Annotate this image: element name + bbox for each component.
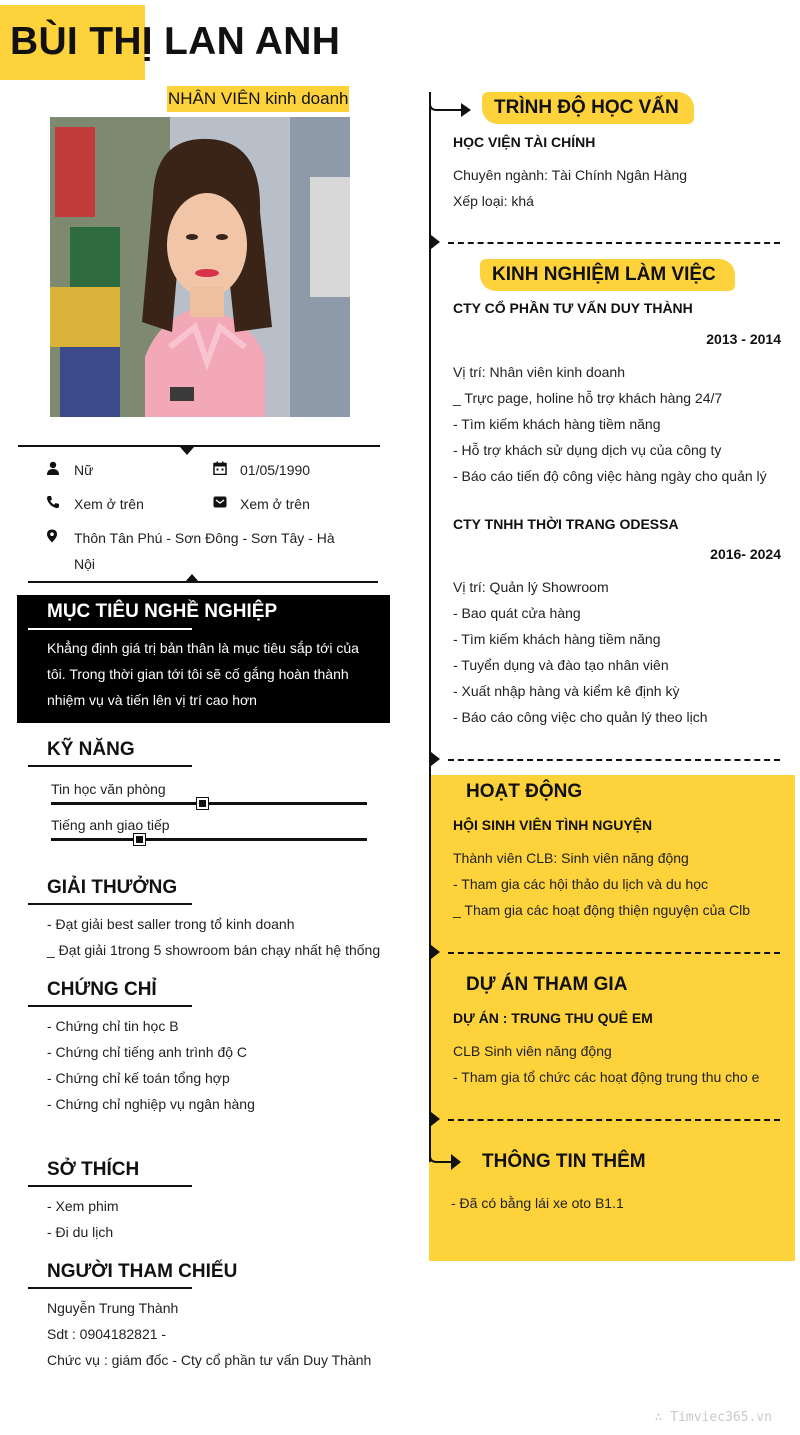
skill-label: Tiếng anh giao tiếp [51, 817, 170, 833]
location-icon [45, 529, 59, 543]
calendar-icon [213, 461, 227, 475]
job-position: NHÂN VIÊN kinh doanh [167, 86, 349, 112]
reference-list [47, 1295, 371, 1373]
timeline-marker [431, 945, 440, 959]
list-item: Thành viên CLB: Sinh viên năng động [453, 850, 689, 866]
reference-phone: Sdt : 0904182821 - [47, 1326, 167, 1342]
education-details [453, 162, 687, 214]
candidate-name: BÙI THỊ LAN ANH [10, 20, 341, 63]
objective-title: MỤC TIÊU NGHỀ NGHIỆP [47, 601, 278, 622]
list-item: - Tìm kiếm khách hàng tiềm năng [453, 631, 661, 647]
job-company: CTY CỔ PHẦN TƯ VẤN DUY THÀNH [453, 300, 693, 316]
hobbies-title: SỞ THÍCH [47, 1159, 140, 1180]
list-item: - Đã có bằng lái xe oto B1.1 [451, 1195, 624, 1211]
activities-list [453, 845, 750, 923]
education-school: HỌC VIỆN TÀI CHÍNH [453, 134, 596, 150]
list-item: Chuyên ngành: Tài Chính Ngân Hàng [453, 167, 688, 183]
address-value: Thôn Tân Phú - Sơn Đông - Sơn Tây - Hà Nội [74, 530, 335, 572]
job-details [453, 574, 708, 730]
birthday-value: 01/05/1990 [240, 462, 311, 478]
hobbies-underline [28, 1185, 192, 1187]
section-divider [448, 1119, 780, 1121]
timeline-end-arrow-icon [429, 1150, 465, 1174]
certificates-underline [28, 1005, 192, 1007]
list-item: - Tham gia các hội thảo du lịch và du học [453, 876, 709, 892]
job-company: CTY TNHH THỜI TRANG ODESSA [453, 516, 679, 532]
timeline-arrow-icon [429, 100, 474, 120]
education-title: TRÌNH ĐỘ HỌC VẤN [494, 97, 679, 118]
list-item: - Chứng chỉ kế toán tổng hợp [47, 1070, 230, 1086]
list-item: CLB Sinh viên năng động [453, 1043, 612, 1059]
user-icon [46, 461, 60, 475]
extra-info-title: THÔNG TIN THÊM [482, 1151, 646, 1172]
info-bottom-rule [28, 581, 378, 583]
skills-underline [28, 765, 192, 767]
job-details [453, 359, 767, 489]
project-name: DỰ ÁN : TRUNG THU QUÊ EM [453, 1010, 653, 1026]
list-item: - Chứng chỉ tiếng anh trình độ C [47, 1044, 248, 1060]
watermark-text: Timviec365.vn [670, 1410, 772, 1425]
objective-underline [28, 628, 192, 630]
skill-label: Tin học văn phòng [51, 781, 166, 797]
list-item: _ Đạt giải 1trong 5 showroom bán chạy nhất hệ thống [47, 942, 381, 958]
email-icon [213, 495, 227, 509]
experience-title: KINH NGHIỆM LÀM VIỆC [492, 264, 716, 285]
info-top-marker [180, 447, 194, 455]
awards-title: GIẢI THƯỞNG [47, 877, 178, 898]
section-divider [448, 952, 780, 954]
list-item: - Báo cáo tiến độ công việc hàng ngày cho quản lý [453, 468, 767, 484]
projects-list [453, 1038, 759, 1090]
list-item: _ Tham gia các hoạt động thiện nguyện của Clb [453, 902, 751, 918]
skill-level-knob [134, 834, 145, 845]
list-item: - Đi du lịch [47, 1224, 114, 1240]
awards-underline [28, 903, 192, 905]
job-years: 2016- 2024 [710, 546, 781, 562]
list-item: - Chứng chỉ tin học B [47, 1018, 179, 1034]
list-item: - Báo cáo công việc cho quản lý theo lịch [453, 709, 708, 725]
watermark: ∴ Timviec365.vn [654, 1410, 772, 1425]
list-item: - Đạt giải best saller trong tổ kinh doanh [47, 916, 295, 932]
gender-value: Nữ [74, 462, 94, 478]
awards-list [47, 911, 380, 963]
list-item: - Tìm kiếm khách hàng tiềm năng [453, 416, 661, 432]
reference-title: NGƯỜI THAM CHIẾU [47, 1261, 238, 1282]
section-divider [448, 759, 780, 761]
list-item: Vị trí: Nhân viên kinh doanh [453, 364, 625, 380]
timeline-marker [431, 752, 440, 766]
timeline-marker [431, 235, 440, 249]
hobbies-list [47, 1193, 119, 1245]
list-item: Vị trí: Quản lý Showroom [453, 579, 609, 595]
skills-title: KỸ NĂNG [47, 739, 135, 760]
list-item: - Xuất nhập hàng và kiểm kê định kỳ [453, 683, 680, 699]
timeline-marker [431, 1112, 440, 1126]
reference-role: Chức vụ : giám đốc - Cty cổ phần tư vấn Duy Thành [47, 1352, 372, 1368]
objective-text: Khẳng định giá trị bản thân là mục tiêu sắp tới của tôi. Trong thời gian tới tôi sẽ cố gắng hoàn thành nhiệm vụ và tiến lên vị trí cao hơn [47, 640, 359, 708]
list-item: - Bao quát cửa hàng [453, 605, 581, 621]
projects-title: DỰ ÁN THAM GIA [466, 974, 628, 995]
phone-value: Xem ở trên [74, 496, 144, 512]
list-item: - Tham gia tổ chức các hoạt động trung thu cho e [453, 1069, 760, 1085]
job-years: 2013 - 2014 [706, 331, 781, 347]
info-top-rule [18, 445, 380, 447]
certificates-title: CHỨNG CHỈ [47, 979, 157, 1000]
certificates-list [47, 1013, 255, 1117]
list-item: - Chứng chỉ nghiệp vụ ngân hàng [47, 1096, 255, 1112]
activities-org: HỘI SINH VIÊN TÌNH NGUYỆN [453, 817, 653, 833]
list-item: - Hỗ trợ khách sử dụng dịch vụ của công ty [453, 442, 722, 458]
timeline-line [429, 92, 431, 1162]
skill-bar [51, 802, 367, 805]
section-divider [448, 242, 780, 244]
skill-level-knob [197, 798, 208, 809]
reference-name: Nguyễn Trung Thành [47, 1300, 179, 1316]
extra-info-list [451, 1190, 624, 1216]
list-item: _ Trực page, holine hỗ trợ khách hàng 24/7 [453, 390, 723, 406]
phone-icon [46, 495, 60, 509]
list-item: Xếp loại: khá [453, 193, 534, 209]
reference-underline [28, 1287, 192, 1289]
profile-photo [50, 117, 350, 417]
list-item: - Xem phim [47, 1198, 119, 1214]
email-value: Xem ở trên [240, 496, 310, 512]
skill-bar [51, 838, 367, 841]
list-item: - Tuyển dụng và đào tạo nhân viên [453, 657, 669, 673]
activities-title: HOẠT ĐỘNG [466, 781, 583, 802]
